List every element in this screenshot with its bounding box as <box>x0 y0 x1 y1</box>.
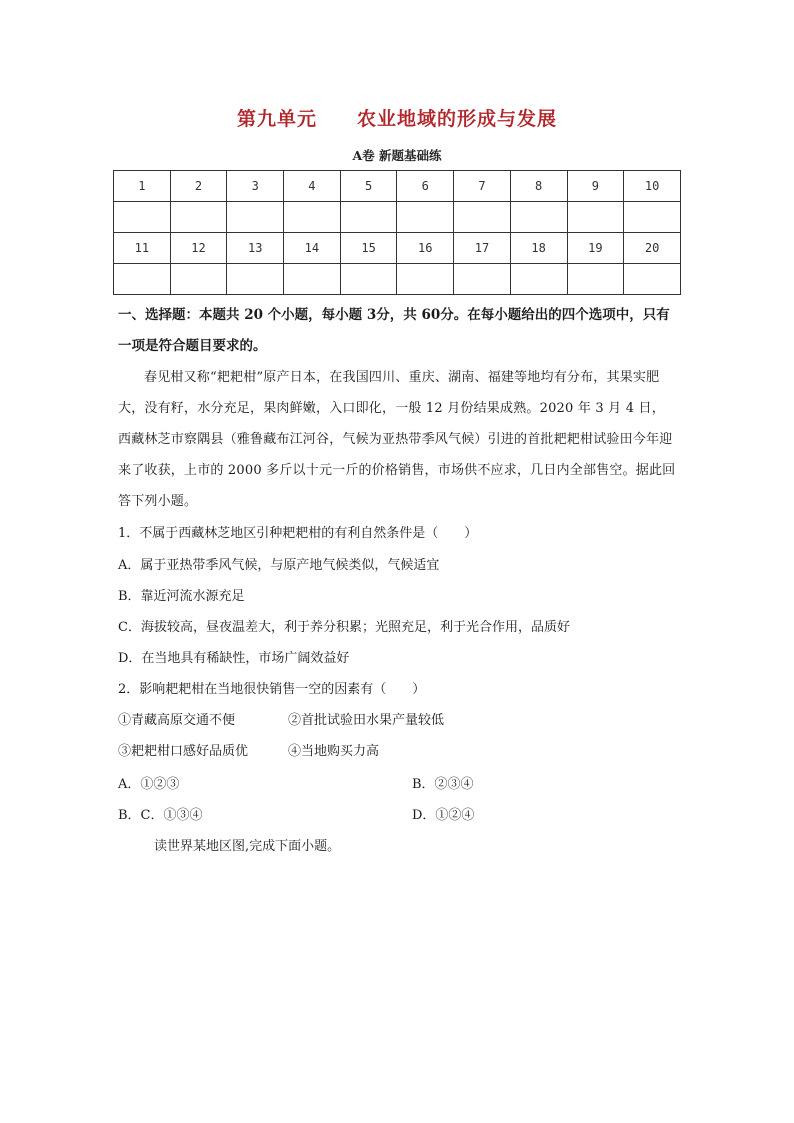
answer-grid-blank-row <box>114 202 681 233</box>
reading-passage: 春见柑又称“耙耙柑”原产日本，在我国四川、重庆、湖南、福建等地均有分布，其果实肥大，没有籽，水分充足，果肉鲜嫩，入口即化，一般 12 月份结果成熟。2020 年 3 月 4 日，西藏林芝市察隅县（雅鲁藏布江河谷，气候为亚热带季风气候）引进的首批耙耙柑试验田今年迎来了收获，上市的 2000 多斤以十元一斤的价格销售，市场供不应求，几日内全部售空。据此回答下列小题。 <box>118 370 676 509</box>
answer-cell[interactable] <box>114 202 171 233</box>
answer-cell[interactable] <box>227 264 284 295</box>
answer-grid-blank-row <box>114 264 681 295</box>
question-number-cell: 19 <box>567 233 624 264</box>
answer-cell[interactable] <box>567 202 624 233</box>
question-2-item-3: ③耙耙柑口感好品质优 <box>118 744 249 759</box>
question-2-item-4: ④当地购买力高 <box>288 744 380 759</box>
question-1-option-c[interactable]: C．海拔较高，昼夜温差大，利于养分积累；光照充足，利于光合作用，品质好 <box>118 620 570 635</box>
answer-grid-header-row <box>114 233 681 264</box>
question-1-option-b[interactable]: B．靠近河流水源充足 <box>118 589 245 604</box>
section-instructions: 一、选择题：本题共 20 个小题，每小题 3分，共 60分。在每小题给出的四个选项中，只有一项是符合题目要求的。 <box>118 307 670 354</box>
answer-cell[interactable] <box>284 202 341 233</box>
answer-cell[interactable] <box>567 264 624 295</box>
question-number-cell: 2 <box>170 171 227 202</box>
question-2-stem: 2．影响耙耙柑在当地很快销售一空的因素有（ ） <box>118 682 426 697</box>
answer-cell[interactable] <box>397 202 454 233</box>
question-2-option-d[interactable]: D．①②④ <box>412 808 475 823</box>
next-question-prompt: 读世界某地区图,完成下面小题。 <box>154 839 341 854</box>
question-1-option-d[interactable]: D．在当地具有稀缺性，市场广阔效益好 <box>118 651 350 666</box>
answer-cell[interactable] <box>510 264 567 295</box>
answer-cell[interactable] <box>624 202 681 233</box>
question-2-item-1: ①青藏高原交通不便 <box>118 713 236 728</box>
question-number-cell: 14 <box>284 233 341 264</box>
answer-cell[interactable] <box>340 264 397 295</box>
question-number-cell: 20 <box>624 233 681 264</box>
answer-cell[interactable] <box>454 264 511 295</box>
answer-cell[interactable] <box>170 202 227 233</box>
page-title <box>0 104 794 131</box>
answer-cell[interactable] <box>340 202 397 233</box>
section-subtitle: A卷 新题基础练 <box>352 148 442 163</box>
question-number-cell: 5 <box>340 171 397 202</box>
answer-cell[interactable] <box>510 202 567 233</box>
unit-name: 农业地域的形成与发展 <box>357 108 558 130</box>
question-number-cell: 13 <box>227 233 284 264</box>
question-number-cell: 9 <box>567 171 624 202</box>
answer-cell[interactable] <box>454 202 511 233</box>
question-2-item-2: ②首批试验田水果产量较低 <box>288 713 445 728</box>
question-1-stem: 1．不属于西藏林芝地区引种耙耙柑的有利自然条件是（ ） <box>118 526 478 541</box>
question-number-cell: 10 <box>624 171 681 202</box>
question-number-cell: 15 <box>340 233 397 264</box>
answer-cell[interactable] <box>397 264 454 295</box>
answer-cell[interactable] <box>114 264 171 295</box>
question-number-cell: 12 <box>170 233 227 264</box>
question-2-option-c[interactable]: B．C．①③④ <box>118 808 203 823</box>
question-number-cell: 1 <box>114 171 171 202</box>
question-2-option-b[interactable]: B．②③④ <box>412 777 474 792</box>
question-1-option-a[interactable]: A．属于亚热带季风气候，与原产地气候类似，气候适宜 <box>118 558 440 573</box>
answer-grid-header-row <box>114 171 681 202</box>
question-number-cell: 4 <box>284 171 341 202</box>
question-number-cell: 18 <box>510 233 567 264</box>
question-number-cell: 7 <box>454 171 511 202</box>
question-2-option-a[interactable]: A．①②③ <box>118 777 180 792</box>
question-number-cell: 16 <box>397 233 454 264</box>
answer-cell[interactable] <box>227 202 284 233</box>
answer-grid <box>113 170 681 295</box>
answer-cell[interactable] <box>284 264 341 295</box>
question-number-cell: 17 <box>454 233 511 264</box>
question-number-cell: 3 <box>227 171 284 202</box>
question-number-cell: 11 <box>114 233 171 264</box>
answer-cell[interactable] <box>624 264 681 295</box>
answer-cell[interactable] <box>170 264 227 295</box>
question-number-cell: 8 <box>510 171 567 202</box>
unit-number: 第九单元 <box>236 108 317 130</box>
question-number-cell: 6 <box>397 171 454 202</box>
